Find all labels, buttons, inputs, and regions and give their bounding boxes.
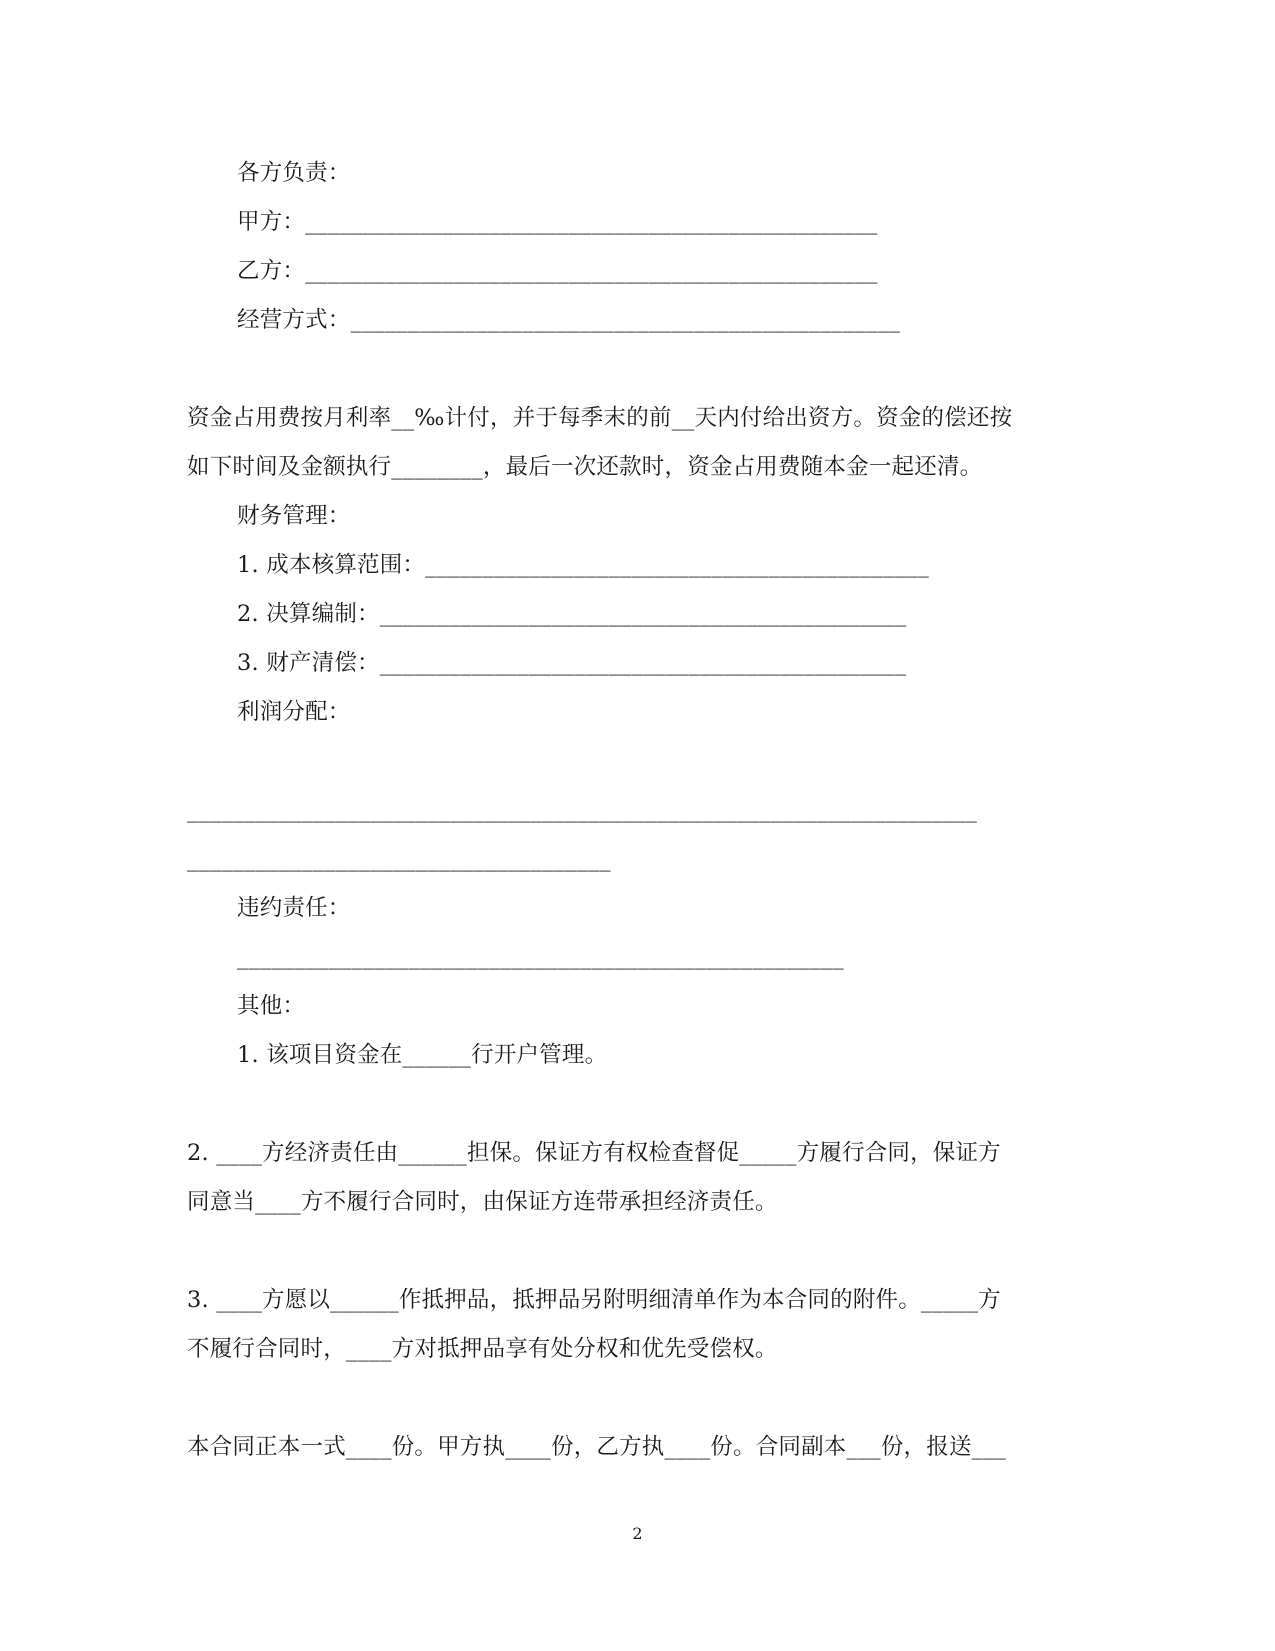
final-accounts-field: 2. 决算编制：______________________________________________: [237, 601, 907, 627]
profit-distribution-blank-line-1: _____________________________________________________________________: [187, 797, 978, 823]
page-number: 2: [632, 1524, 643, 1543]
business-mode-field: 经营方式：________________________________________________: [237, 307, 901, 333]
contract-copies-paragraph: 本合同正本一式____份。甲方执____份，乙方执____份。合同副本___份，报送___: [187, 1434, 1007, 1460]
section-heading-profit-distribution: 利润分配：: [237, 699, 351, 725]
profit-distribution-blank-line-2: _____________________________________: [187, 846, 611, 872]
property-settlement-field: 3. 财产清偿：______________________________________________: [237, 650, 907, 676]
section-heading-breach-liability: 违约责任：: [237, 895, 351, 921]
section-heading-other: 其他：: [237, 993, 306, 1019]
breach-liability-blank-line: _____________________________________________________: [237, 944, 844, 970]
other-item-1: 1. 该项目资金在______行开户管理。: [237, 1042, 608, 1068]
cost-accounting-scope-field: 1. 成本核算范围：____________________________________________: [237, 552, 929, 578]
section-heading-financial-management: 财务管理：: [237, 503, 351, 529]
fund-fee-paragraph-line-1: 资金占用费按月利率__‰计付，并于每季末的前__天内付给出资方。资金的偿还按: [187, 405, 1013, 431]
party-a-field: 甲方：__________________________________________________: [237, 209, 878, 235]
other-item-3-line-1: 3. ____方愿以______作抵押品，抵押品另附明细清单作为本合同的附件。_____方: [187, 1287, 1001, 1313]
other-item-2-line-2: 同意当____方不履行合同时，由保证方连带承担经济责任。: [187, 1189, 778, 1215]
other-item-2-line-1: 2. ____方经济责任由______担保。保证方有权检查督促_____方履行合同，保证方: [187, 1140, 1001, 1166]
fund-fee-paragraph-line-2: 如下时间及金额执行________，最后一次还款时，资金占用费随本金一起还清。: [187, 454, 983, 480]
other-item-3-line-2: 不履行合同时，____方对抵押品享有处分权和优先受偿权。: [187, 1336, 778, 1362]
section-heading-responsible-parties: 各方负责：: [237, 160, 351, 186]
party-b-field: 乙方：__________________________________________________: [237, 258, 878, 284]
